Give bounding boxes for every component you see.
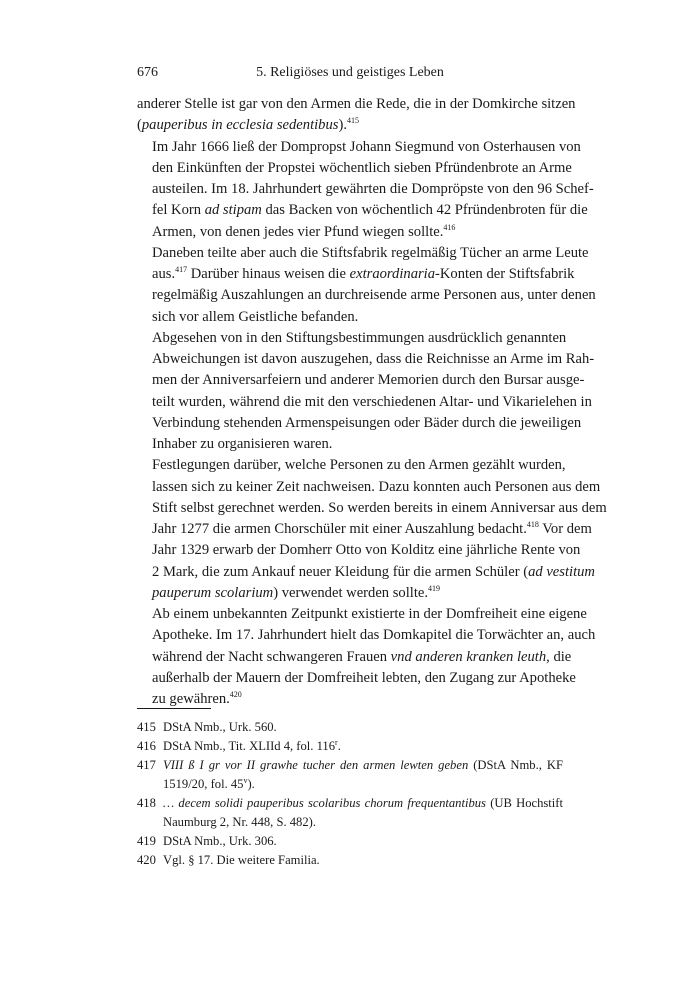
main-text: [137, 94, 607, 710]
text-run: austeilen. Im 18. Jahrhundert gewährten die Dompröpste von den 96 Schef-: [152, 181, 594, 197]
text-line: [137, 370, 585, 391]
text-run: Darüber hinaus weisen die: [187, 266, 350, 282]
text-line: [137, 604, 587, 625]
text-line: [137, 158, 572, 179]
text-line: [137, 94, 576, 115]
text-run: Vor dem: [538, 521, 592, 537]
text-run: DStA Nmb., Urk. 560.: [163, 720, 277, 734]
paragraph: [137, 328, 595, 456]
text-line: [137, 307, 563, 328]
footnote-text: [163, 718, 563, 737]
footnotes: [137, 718, 563, 870]
text-line: [137, 243, 589, 264]
text-run: Jahr 1277 die armen Chorschüler mit einer Auszahlung bedacht.: [152, 521, 527, 537]
footnote-line: [163, 794, 563, 813]
text-run: den Einkünften der Propstei wöchentlich sieben Pfründenbrote an Arme: [152, 159, 572, 176]
footnote-line: [163, 851, 563, 870]
text-run: ).: [247, 777, 255, 791]
text-line: [137, 137, 581, 158]
text-line: [137, 498, 607, 519]
italic-text: pauperum scolarium: [152, 584, 274, 601]
footnote: [137, 737, 563, 756]
text-line: [137, 625, 596, 646]
text-run: aus.: [152, 266, 176, 282]
italic-text: extraordinaria: [349, 266, 436, 282]
text-line: [137, 540, 581, 561]
text-line: [137, 647, 572, 668]
footnote-text: [163, 832, 563, 851]
text-run: sich vor allem Geistliche befanden.: [152, 308, 359, 325]
footnote: [137, 832, 563, 851]
footnote-reference: 416: [443, 222, 456, 232]
footnote-line: [163, 832, 563, 851]
text-run: Daneben teilte aber auch die Stiftsfabrik regelmäßig Tücher an arme Leute: [152, 244, 589, 261]
text-line: [137, 200, 588, 221]
footnote: [137, 851, 563, 870]
text-run: Inhaber zu organisieren waren.: [152, 436, 333, 452]
footnote-line: [163, 718, 563, 737]
text-run: während der Nacht schwangeren Frauen: [152, 648, 391, 665]
footnote-reference: 419: [428, 583, 441, 593]
text-run: 2 Mark, die zum Ankauf neuer Kleidung für die armen Schüler (: [152, 563, 529, 580]
text-run: Abweichungen ist davon auszugehen, dass die Reichnisse an Arme im Rah-: [152, 351, 595, 367]
text-run: (UB Hochstift: [485, 796, 563, 810]
text-run: .: [337, 739, 341, 753]
footnote: [137, 718, 563, 737]
footnote-reference: 415: [346, 116, 359, 126]
text-run: anderer Stelle ist gar von den Armen die Rede, die in der Domkirche sitzen: [137, 96, 576, 112]
paragraph: [137, 137, 594, 243]
footnote-reference: 417: [175, 265, 188, 275]
text-run: Verbindung stehenden Armenspeisungen oder Bäder durch die jeweiligen: [152, 414, 582, 431]
text-run: das Backen von wöchentlich 42 Pfründenbroten für die: [261, 202, 588, 219]
paragraph: [137, 604, 596, 710]
italic-text: ad vestitum: [528, 563, 595, 580]
footnote-reference: 418: [526, 520, 539, 530]
text-run: , die: [546, 648, 572, 665]
footnote-text: [163, 794, 563, 832]
footnote-reference: 420: [229, 690, 242, 700]
text-line: [137, 477, 601, 498]
footnote-number: 418: [137, 796, 156, 810]
page-number: 676: [137, 65, 158, 80]
page-header: [137, 62, 563, 84]
text-line: [137, 264, 575, 285]
paragraph: [137, 455, 607, 604]
text-run: ).: [338, 117, 347, 134]
text-run: Im Jahr 1666 ließ der Dompropst Johann Siegmund von Osterhausen von: [152, 138, 581, 155]
text-run: regelmäßig Auszahlungen an durchreisende arme Personen aus, unter denen: [152, 287, 596, 304]
text-line: [137, 222, 563, 243]
text-line: [137, 562, 595, 583]
footnote-line: [163, 756, 563, 775]
footnote-line: [163, 813, 563, 832]
text-run: teilt wurden, während die mit den verschiedenen Altar- und Vikarielehen in: [152, 393, 592, 410]
text-run: ) verwendet werden sollte.: [273, 584, 429, 601]
text-run: (DStA Nmb., KF: [468, 758, 563, 772]
text-line: [137, 392, 592, 413]
text-line: [137, 668, 576, 689]
text-line: [137, 115, 563, 136]
text-line: [137, 328, 567, 349]
text-run: Naumburg 2, Nr. 448, S. 482).: [163, 815, 316, 829]
text-run: 1519/20, fol. 45: [163, 777, 244, 791]
text-run: (: [137, 117, 142, 134]
footnote-number: 420: [137, 853, 156, 867]
text-line: [137, 413, 582, 434]
footnote-line: [163, 775, 563, 794]
text-run: DStA Nmb., Urk. 306.: [163, 834, 277, 848]
italic-text: VIII ß I gr vor II grawhe tucher den armen lewten geben: [163, 758, 469, 772]
text-run: Vgl. § 17. Die weitere Familia.: [163, 853, 320, 867]
footnote-number: 419: [137, 834, 156, 848]
text-run: fel Korn: [152, 202, 205, 219]
italic-text: pauperibus in ecclesia sedentibus: [141, 117, 339, 134]
text-run: -Konten der Stiftsfabrik: [435, 266, 575, 282]
footnote: [137, 756, 563, 794]
footnote: [137, 794, 563, 832]
footnote-text: [163, 851, 563, 870]
footnote-text: [163, 756, 563, 794]
footnote-number: 417: [137, 758, 156, 772]
italic-text: … decem solidi pauperibus scolaribus chorum frequentantibus: [163, 796, 486, 810]
text-run: Ab einem unbekannten Zeitpunkt existierte in der Domfreiheit eine eigene: [152, 606, 587, 622]
paragraph: [137, 243, 596, 328]
text-run: Stift selbst gerechnet werden. So werden bereits in einem Anniversar aus dem: [152, 499, 607, 516]
text-line: [137, 434, 563, 455]
paragraph: [137, 94, 576, 137]
text-run: Abgesehen von in den Stiftungsbestimmungen ausdrücklich genannten: [152, 329, 567, 346]
italic-text: ad stipam: [204, 202, 262, 219]
text-line: [137, 455, 566, 476]
footnote-text: [163, 737, 563, 756]
text-run: Jahr 1329 erwarb der Domherr Otto von Kolditz eine jährliche Rente von: [152, 542, 581, 559]
footnote-number: 415: [137, 720, 156, 734]
footnote-reference: v: [243, 775, 248, 785]
text-line: [137, 583, 563, 604]
text-line: [137, 179, 594, 200]
text-run: men der Anniversarfeiern und anderer Memorien durch den Bursar ausge-: [152, 372, 585, 389]
footnote-number: 416: [137, 739, 156, 753]
text-run: Festlegungen darüber, welche Personen zu den Armen gezählt wurden,: [152, 457, 566, 474]
footnote-line: [163, 737, 563, 756]
footnote-divider: [137, 708, 211, 709]
text-run: außerhalb der Mauern der Domfreiheit lebten, den Zugang zur Apotheke: [152, 669, 576, 686]
text-run: Armen, von denen jedes vier Pfund wiegen sollte.: [152, 223, 444, 240]
footnote-reference: r: [335, 737, 338, 747]
text-run: Apotheke. Im 17. Jahrhundert hielt das Domkapitel die Torwächter an, auch: [152, 627, 596, 644]
text-line: [137, 285, 596, 306]
text-line: [137, 519, 592, 540]
text-run: DStA Nmb., Tit. XLIId 4, fol. 116: [163, 739, 336, 753]
text-run: zu gewähren.: [152, 691, 230, 707]
running-title: 5. Religiöses und geistiges Leben: [256, 65, 444, 80]
text-run: lassen sich zu keiner Zeit nachweisen. Dazu konnten auch Personen aus dem: [152, 478, 601, 495]
text-line: [137, 349, 595, 370]
italic-text: vnd anderen kranken leuth: [390, 648, 547, 665]
